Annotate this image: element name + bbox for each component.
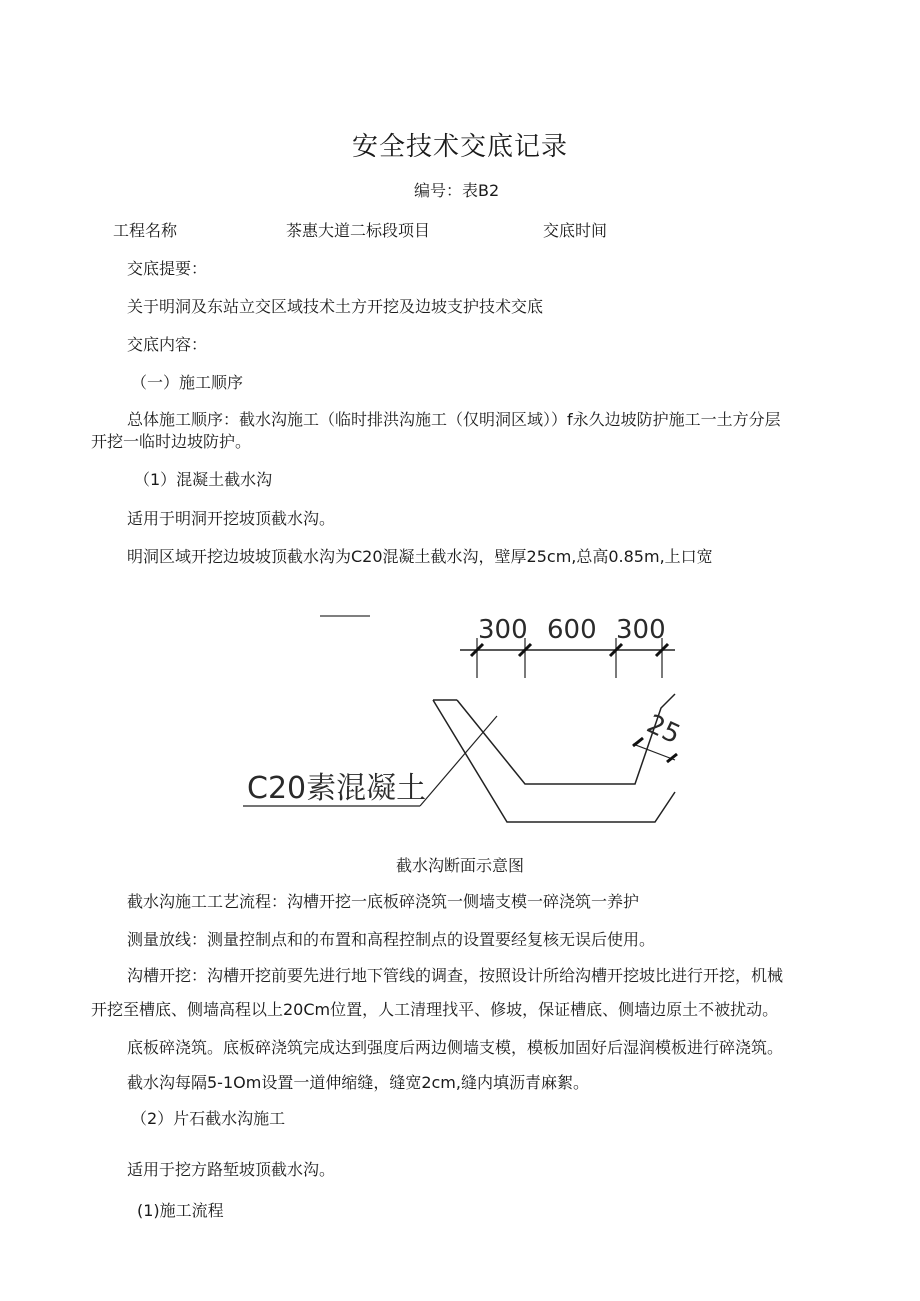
diagram-caption: 截水沟断面示意图 <box>395 856 524 875</box>
subsection-heading: (1)施工流程 <box>137 1201 224 1220</box>
summary-label: 交底提要： <box>127 259 208 278</box>
survey-text: 测量放线：测量控制点和的布置和高程控制点的设置要经复核无误后使用。 <box>127 930 656 949</box>
content-label: 交底内容： <box>127 335 208 354</box>
dimension-label-middle: 600 <box>547 615 597 645</box>
applicable-text: 适用于挖方路堑坡顶截水沟。 <box>127 1160 336 1179</box>
expansion-joint-text: 截水沟每隔5-1Om设置一道伸缩缝，缝宽2cm,缝内填沥青麻絮。 <box>127 1073 589 1092</box>
serial-number: 编号：表B2 <box>414 181 500 200</box>
trench-outer-outline <box>433 700 675 822</box>
trench-excavation-line: 开挖至槽底、侧墙高程以上20Cm位置，人工清理找平、修坡，保证槽底、侧墙边原土不被扰动。 <box>91 1000 779 1019</box>
project-name-value: 茶惠大道二标段项目 <box>286 221 431 240</box>
overall-sequence-line: 总体施工顺序：截水沟施工（临时排洪沟施工（仅明洞区域））f永久边坡防护施工一土方分层 <box>127 410 781 429</box>
trench-excavation-line: 沟槽开挖：沟槽开挖前要先进行地下管线的调查，按照设计所给沟槽开挖坡比进行开挖，机械 <box>127 966 784 985</box>
description-text: 明洞区域开挖边坡坡顶截水沟为C20混凝土截水沟，壁厚25cm,总高0.85m,上口宽 <box>127 547 713 566</box>
leader-line <box>420 716 497 806</box>
dimension-label-thickness: 25 <box>642 709 685 751</box>
item-heading: （2）片石截水沟施工 <box>131 1109 286 1128</box>
material-label: C20素混凝土 <box>247 771 427 806</box>
bottom-pour-text: 底板碎浇筑。底板碎浇筑完成达到强度后两边侧墙支模，模板加固好后湿润模板进行碎浇筑。 <box>127 1038 784 1057</box>
project-name-label: 工程名称 <box>113 221 178 240</box>
process-flow-text: 截水沟施工工艺流程：沟槽开挖一底板碎浇筑一侧墙支模一碎浇筑一养护 <box>127 892 640 911</box>
dimension-label-right: 300 <box>616 615 666 645</box>
dimension-label-left: 300 <box>478 615 528 645</box>
applicable-text: 适用于明洞开挖坡顶截水沟。 <box>127 509 336 528</box>
item-heading: （1）混凝土截水沟 <box>134 470 273 489</box>
trench-cross-section-diagram <box>235 598 685 838</box>
overall-sequence-line: 开挖一临时边坡防护。 <box>91 432 252 451</box>
page-title: 安全技术交底记录 <box>351 132 568 162</box>
handover-time-label: 交底时间 <box>543 221 608 240</box>
dimension-tick <box>633 738 643 746</box>
section-heading: （一）施工顺序 <box>131 373 244 392</box>
summary-text: 关于明洞及东站立交区域技术土方开挖及边坡支护技术交底 <box>127 297 544 316</box>
